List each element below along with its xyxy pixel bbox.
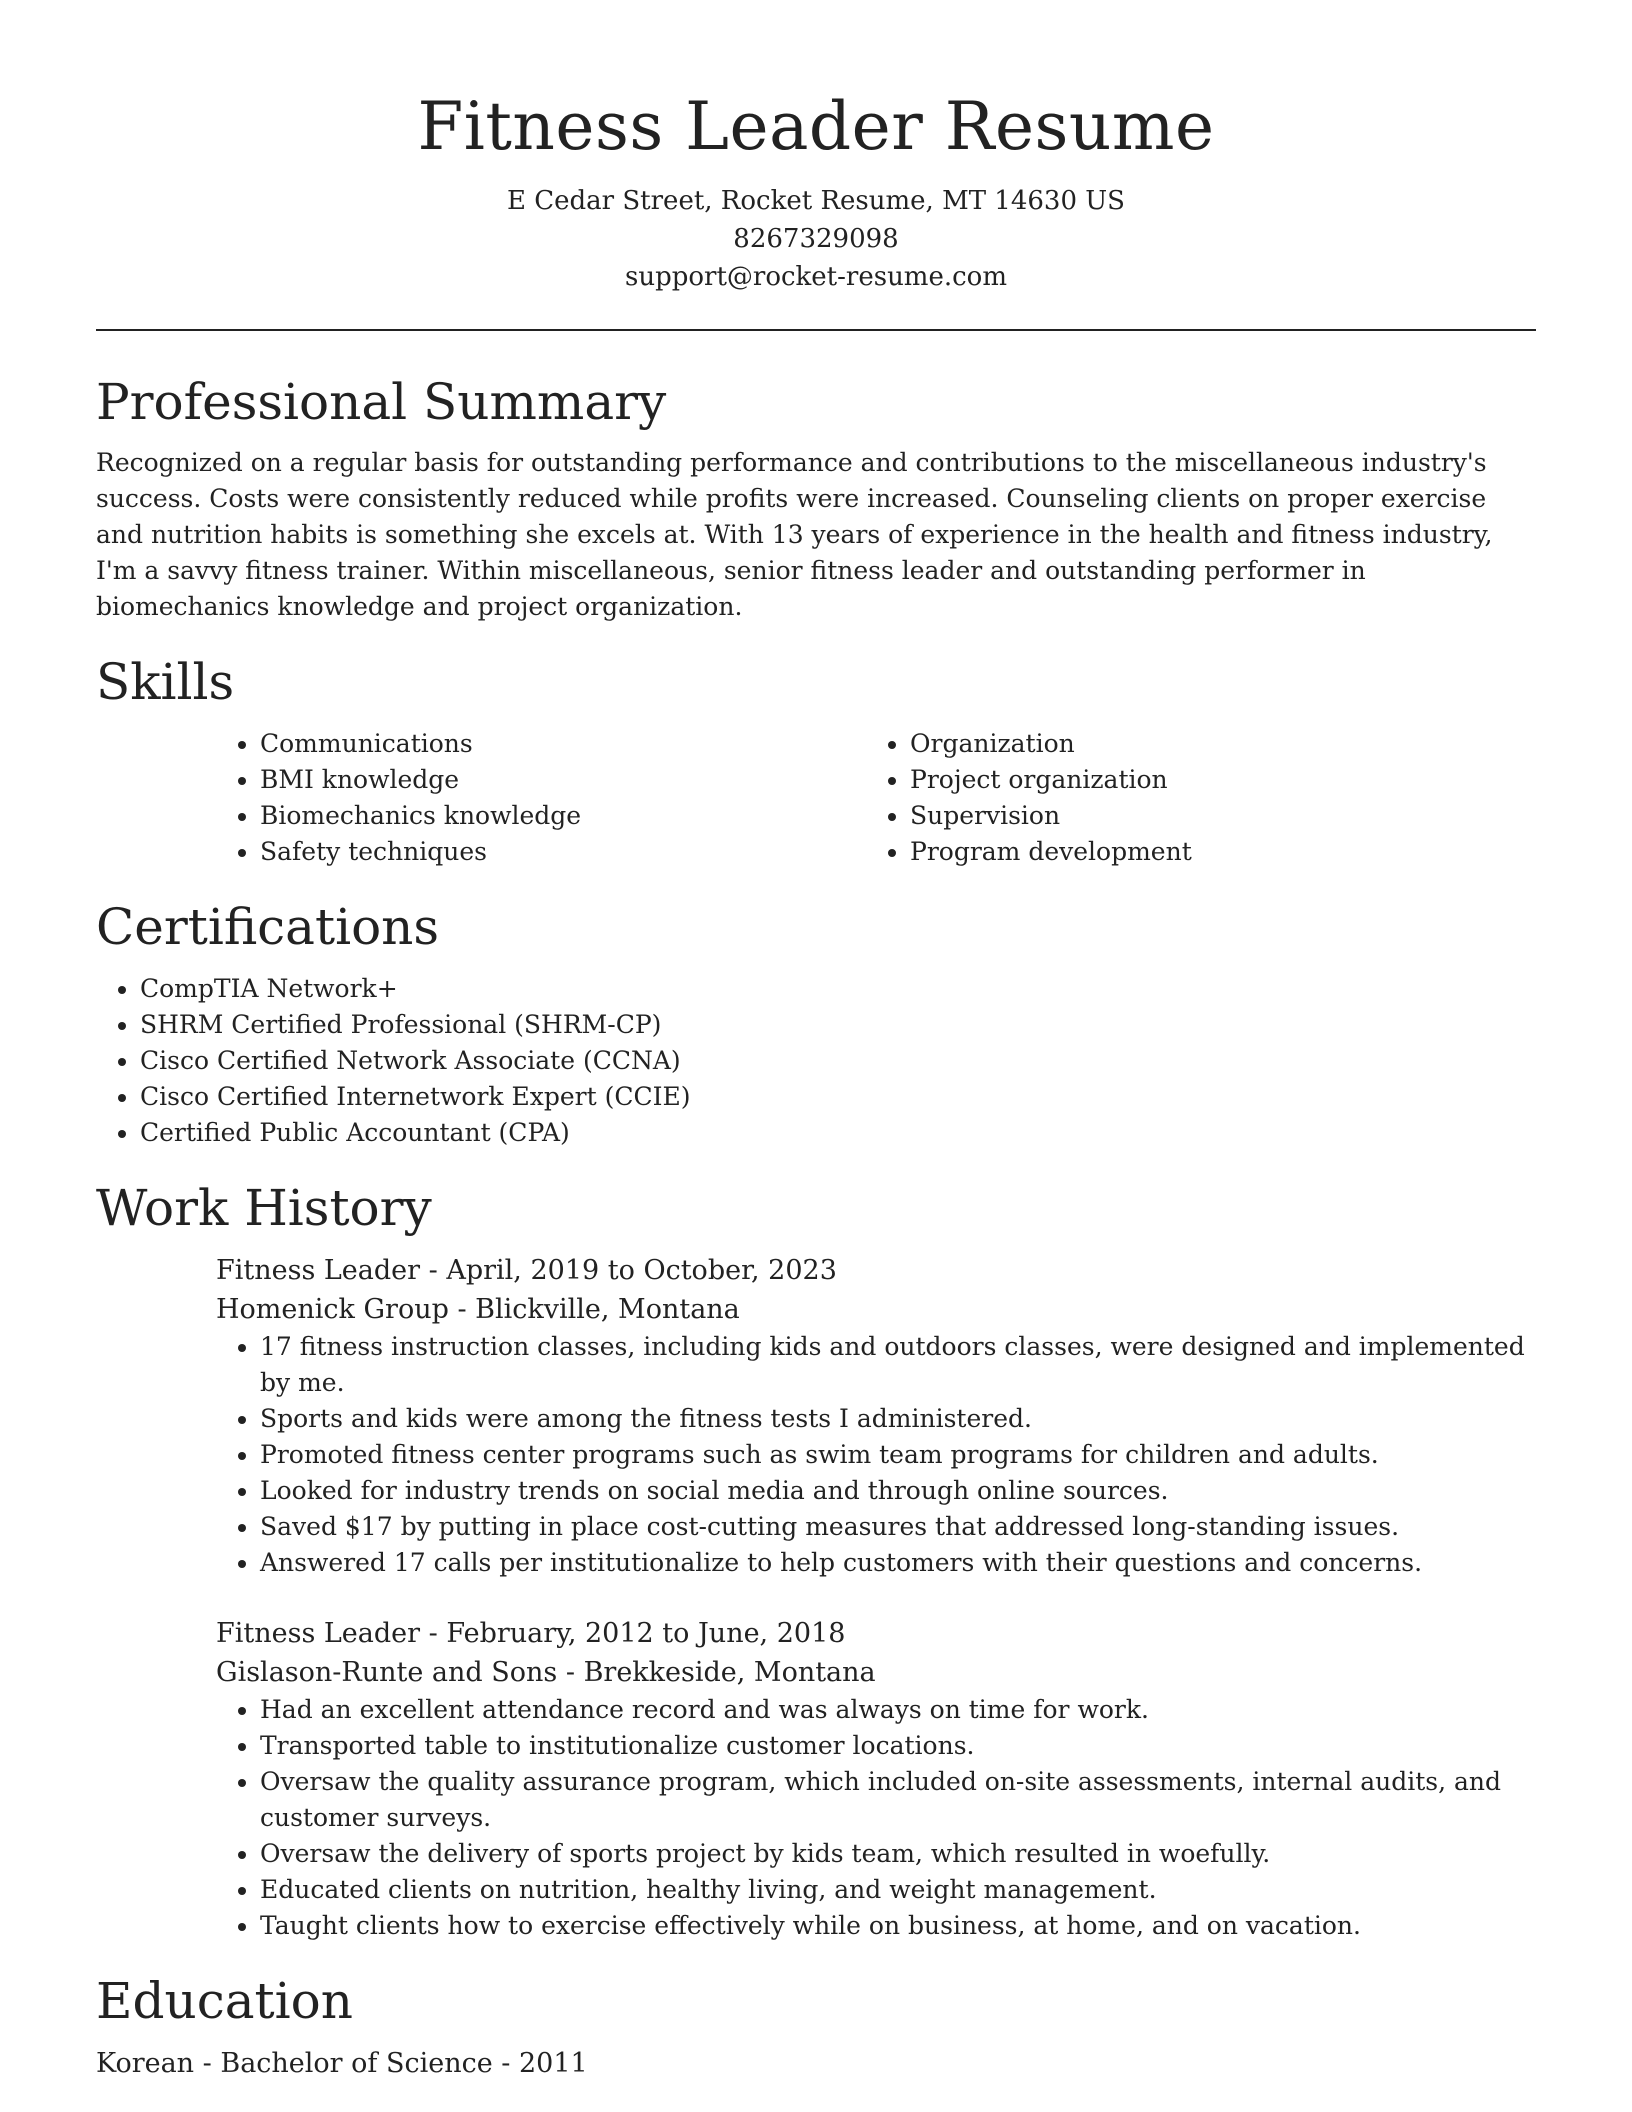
contact-phone: 8267329098 [733,224,899,254]
job-bullet: • Looked for industry trends on social media and through online sources. [260,1473,1536,1509]
job-bullet: • Taught clients how to exercise effectively while on business, at home, and on vacation. [260,1908,1536,1944]
job-company-line: Homenick Group - Blickville, Montana [216,1294,740,1325]
skill-item: • Communications [260,726,866,762]
skills-column-left [216,726,866,870]
certifications-heading: Certifications [96,898,440,956]
work-history-section [96,1175,1536,1944]
job-bullets [216,1329,1536,1581]
contact-block [96,182,1536,296]
skills-grid [216,726,1536,870]
education-heading: Education [96,1972,353,2030]
resume-title: Fitness Leader Resume [417,88,1215,165]
certifications-section [96,894,1536,1151]
summary-heading: Professional Summary [96,373,667,431]
certifications-list [96,971,1536,1151]
contact-email: support@rocket-resume.com [624,262,1007,292]
job-bullet: • Oversaw the delivery of sports project by kids team, which resulted in woefully. [260,1836,1536,1872]
certification-item: • CompTIA Network+ [140,971,1536,1007]
job-bullet: • Had an excellent attendance record and was always on time for work. [260,1692,1536,1728]
skills-section [96,649,1536,870]
skill-item: • Biomechanics knowledge [260,798,866,834]
skill-item: • Organization [910,726,1516,762]
certification-item: • SHRM Certified Professional (SHRM-CP) [140,1007,1536,1043]
education-entry: Korean - Bachelor of Science - 2011 [96,2048,588,2079]
job-bullet: • Saved $17 by putting in place cost-cutting measures that addressed long-standing issues. [260,1509,1536,1545]
job-bullet: • Transported table to institutionalize customer locations. [260,1728,1536,1764]
job-bullet: • Oversaw the quality assurance program, which included on-site assessments, internal audits, and customer surveys. [260,1764,1536,1836]
skill-item: • Supervision [910,798,1516,834]
job-bullet: • Sports and kids were among the fitness tests I administered. [260,1401,1536,1437]
skills-list-left [216,726,866,870]
certification-item: • Cisco Certified Internetwork Expert (CCIE) [140,1079,1536,1115]
skill-item: • BMI knowledge [260,762,866,798]
contact-address: E Cedar Street, Rocket Resume, MT 14630 US [507,186,1125,216]
job-bullet: • 17 fitness instruction classes, including kids and outdoors classes, were designed and implemented by me. [260,1329,1536,1401]
job-bullet: • Promoted fitness center programs such as swim team programs for children and adults. [260,1437,1536,1473]
job-title-line: Fitness Leader - April, 2019 to October, 2023 [216,1255,837,1286]
skill-item: • Project organization [910,762,1516,798]
work-history-heading: Work History [96,1179,432,1237]
job-bullet: • Educated clients on nutrition, healthy living, and weight management. [260,1872,1536,1908]
skills-list-right [866,726,1516,870]
job-entry [216,1251,1536,1581]
job-title-line: Fitness Leader - February, 2012 to June, 2018 [216,1618,846,1649]
skills-column-right [866,726,1516,870]
job-bullets [216,1692,1536,1944]
job-entry [216,1614,1536,1944]
resume-page [96,0,1536,2083]
education-section [96,1968,1536,2083]
certification-item: • Certified Public Accountant (CPA) [140,1115,1536,1151]
summary-section [96,369,1536,625]
skills-heading: Skills [96,653,235,711]
header-divider [96,329,1536,331]
skill-item: • Program development [910,834,1516,870]
resume-header [96,0,1536,296]
job-company-line: Gislason-Runte and Sons - Brekkeside, Montana [216,1657,876,1688]
summary-text: Recognized on a regular basis for outstanding performance and contributions to the miscellaneous industry's success. Costs were consistently reduced while profits were increased. Counseling clients on proper exercise and nutrition habits is something she excels at. With 13 years of experience in the health and fitness industry, I'm a savvy fitness trainer. Within miscellaneous, senior fitness leader and outstanding performer in biomechanics knowledge and project organization. [96,448,1493,621]
certification-item: • Cisco Certified Network Associate (CCNA) [140,1043,1536,1079]
skill-item: • Safety techniques [260,834,866,870]
job-bullet: • Answered 17 calls per institutionalize to help customers with their questions and concerns. [260,1545,1536,1581]
